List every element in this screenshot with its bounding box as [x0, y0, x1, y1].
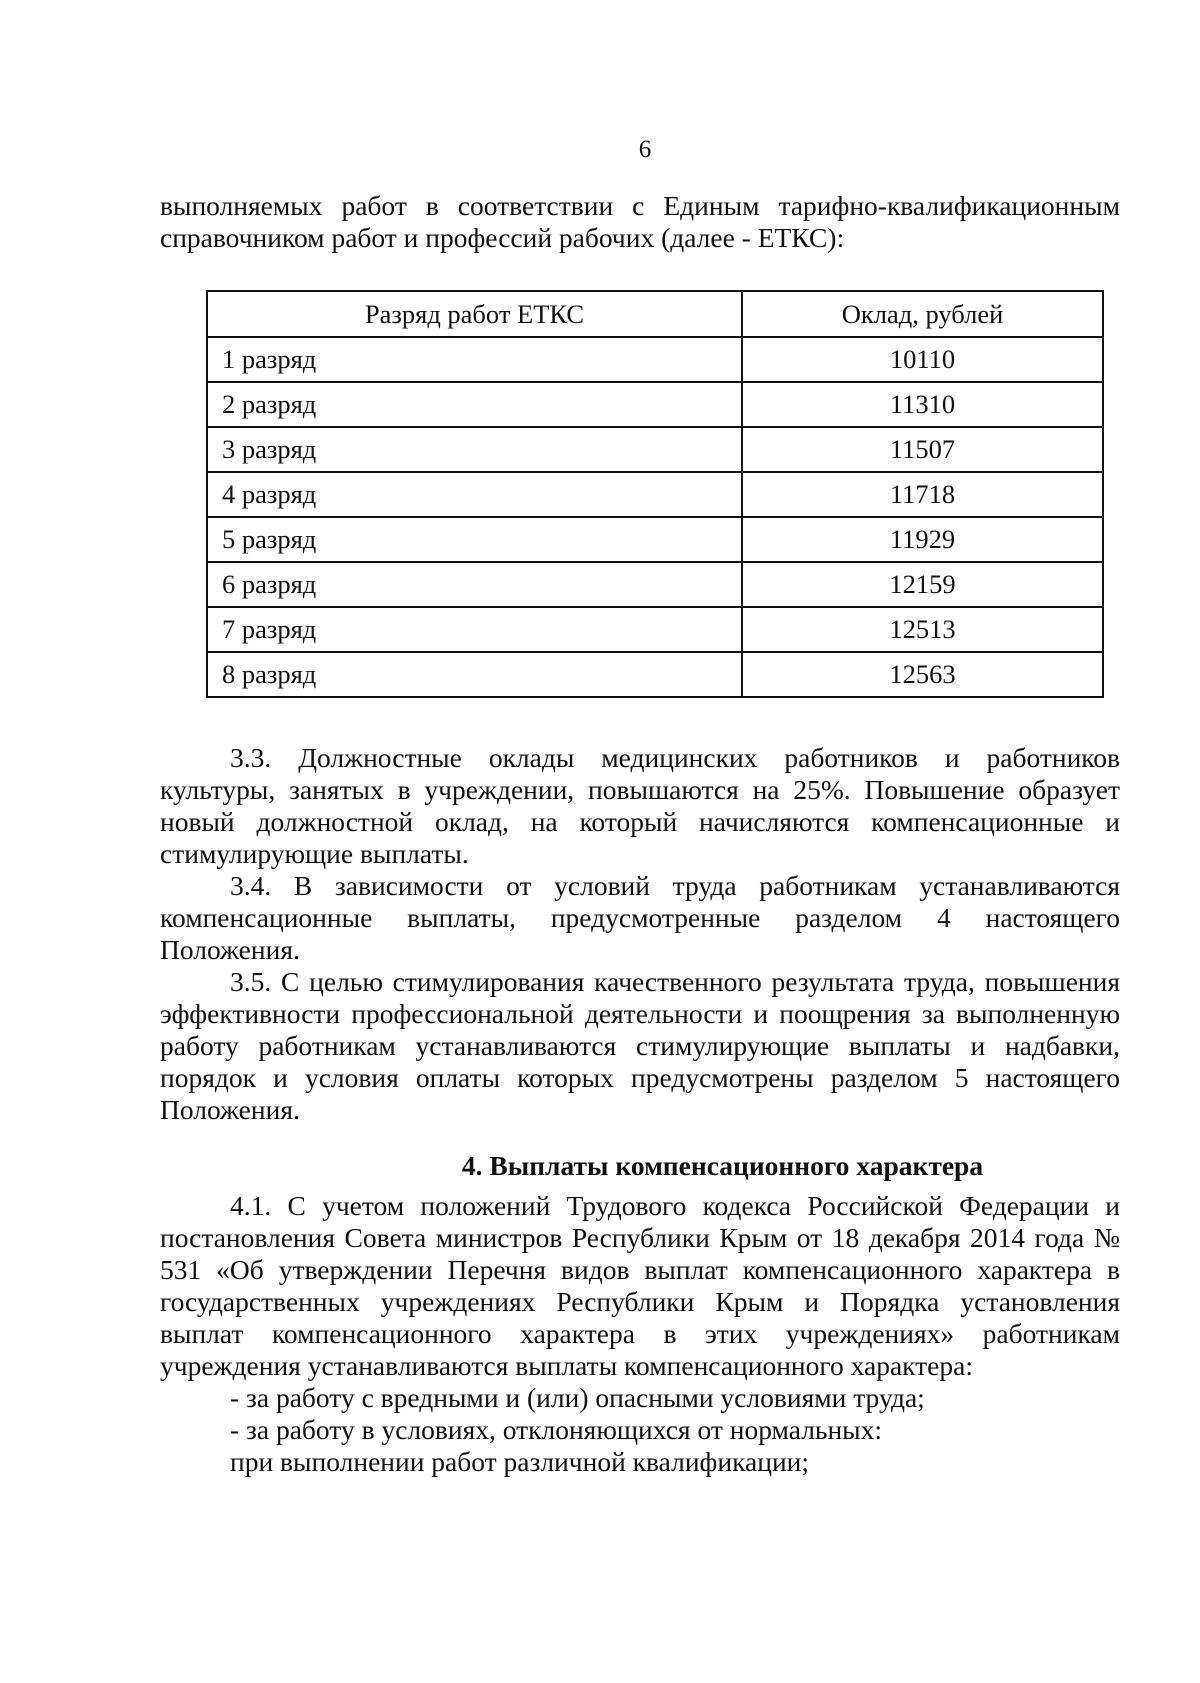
- table-row: [207, 427, 1103, 472]
- paragraph-3-4: [160, 870, 1120, 966]
- grade-cell: 4 разряд: [207, 472, 742, 517]
- header-grade: Разряд работ ЕТКС: [207, 291, 742, 337]
- grade-cell: 3 разряд: [207, 427, 742, 472]
- grade-cell: 1 разряд: [207, 337, 742, 382]
- list-item: при выполнении работ различной квалификации;: [230, 1446, 810, 1477]
- table-header-row: [207, 291, 1103, 337]
- paragraph-4-1-text: 4.1. С учетом положений Трудового кодекса Российской Федерации и постановления Совета министров Республики Крым от 18 декабря 2014 года № 531 «Об утверждении Перечня видов выплат компенсационного характера в государственных учреждениях Республики Крым и Порядка установления выплат компенсационного характера в этих учреждениях» работникам учреждения устанавливаются выплаты компенсационного характера:: [160, 1190, 1120, 1381]
- section-4-heading: 4. Выплаты компенсационного характера: [461, 1150, 984, 1181]
- salary-cell: 11929: [742, 517, 1103, 562]
- salary-cell: 11310: [742, 382, 1103, 427]
- paragraph-3-3-text: 3.3. Должностные оклады медицинских работников и работников культуры, занятых в учреждении, повышаются на 25%. Повышение образует новый должностной оклад, на который начисляются компенсационные и стимулирующие выплаты.: [160, 742, 1120, 869]
- salary-cell: 11718: [742, 472, 1103, 517]
- etks-salary-table: [206, 290, 1104, 698]
- page-number: 6: [638, 136, 652, 163]
- salary-cell: 10110: [742, 337, 1103, 382]
- salary-cell: 12563: [742, 652, 1103, 697]
- paragraph-3-3: [160, 742, 1120, 870]
- paragraph-3-5-text: 3.5. С целью стимулирования качественного результата труда, повышения эффективности профессиональной деятельности и поощрения за выполненную работу работникам устанавливаются стимулирующие выплаты и надбавки, порядок и условия оплаты которых предусмотрены разделом 5 настоящего Положения.: [160, 966, 1120, 1125]
- grade-cell: 6 разряд: [207, 562, 742, 607]
- salary-cell: 11507: [742, 427, 1103, 472]
- grade-cell: 2 разряд: [207, 382, 742, 427]
- grade-cell: 5 разряд: [207, 517, 742, 562]
- table-row: [207, 337, 1103, 382]
- header-salary: Оклад, рублей: [742, 291, 1103, 337]
- salary-cell: 12159: [742, 562, 1103, 607]
- paragraph-4-1: [160, 1190, 1120, 1382]
- table-row: [207, 652, 1103, 697]
- table-row: [207, 472, 1103, 517]
- list-item: - за работу с вредными и (или) опасными условиями труда;: [230, 1382, 925, 1413]
- intro-paragraph: выполняемых работ в соответствии с Единым тарифно-квалификационным справочником работ и профессий рабочих (далее - ЕТКС):: [160, 190, 1120, 253]
- paragraph-3-5: [160, 966, 1120, 1126]
- grade-cell: 7 разряд: [207, 607, 742, 652]
- table-row: [207, 607, 1103, 652]
- compensation-list: [160, 1382, 1120, 1478]
- table-row: [207, 562, 1103, 607]
- table-row: [207, 517, 1103, 562]
- grade-cell: 8 разряд: [207, 652, 742, 697]
- list-item: - за работу в условиях, отклоняющихся от нормальных:: [230, 1414, 883, 1445]
- salary-cell: 12513: [742, 607, 1103, 652]
- paragraph-3-4-text: 3.4. В зависимости от условий труда работникам устанавливаются компенсационные выплаты, предусмотренные разделом 4 настоящего Положения.: [160, 870, 1120, 965]
- table-row: [207, 382, 1103, 427]
